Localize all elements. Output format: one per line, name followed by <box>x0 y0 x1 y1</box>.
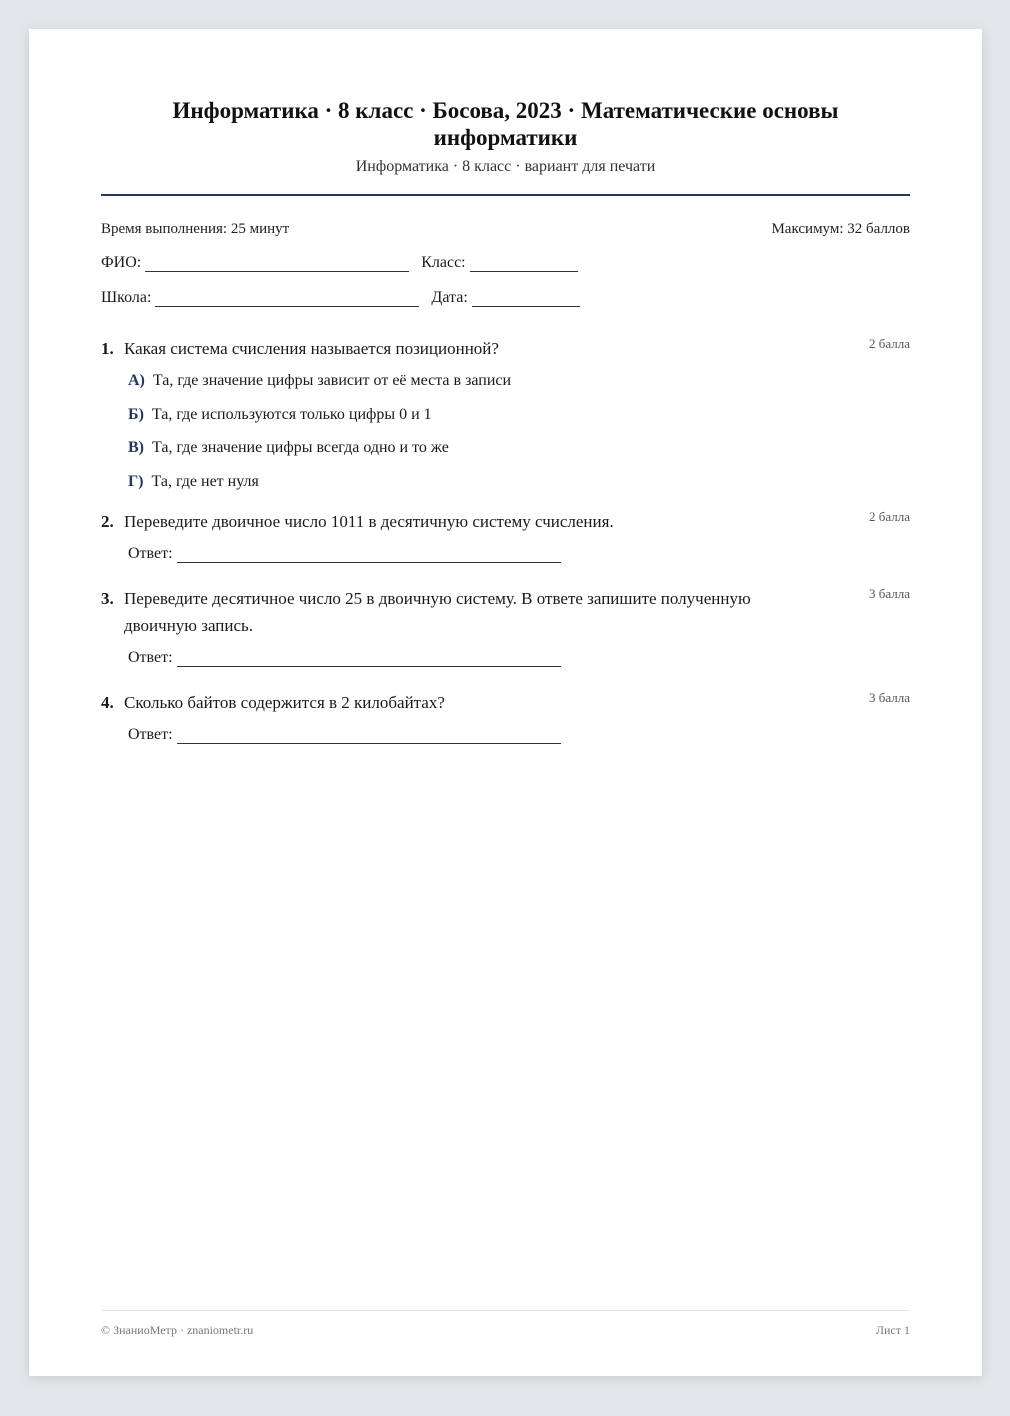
page-subtitle: Информатика · 8 класс · вариант для печати <box>355 158 656 175</box>
answer-field[interactable] <box>177 650 561 667</box>
class-label: Класс: <box>421 254 466 271</box>
footer-copyright: © ЗнаниоМетр · znaniometr.ru <box>101 1323 254 1337</box>
option-b[interactable] <box>128 405 910 425</box>
page-content <box>101 29 910 1376</box>
question-points: 3 балла <box>869 585 910 601</box>
answer-label: Ответ: <box>128 544 173 562</box>
question-2 <box>101 508 910 563</box>
school-date-row <box>101 289 910 307</box>
fio-field[interactable] <box>145 255 409 272</box>
option-v[interactable] <box>128 438 910 458</box>
class-field[interactable] <box>470 255 578 272</box>
meta-row <box>101 221 910 238</box>
question-number: 4. <box>101 692 114 712</box>
question-text: Переведите десятичное число 25 в двоичную систему. В ответе запишите полученную двоичную запись. <box>124 588 751 635</box>
answer-row <box>101 649 910 667</box>
max-score: Максимум: 32 баллов <box>771 221 910 237</box>
answer-field[interactable] <box>177 546 561 563</box>
answer-label: Ответ: <box>128 725 173 743</box>
time-limit: Время выполнения: 25 минут <box>101 221 290 237</box>
question-text: Сколько байтов содержится в 2 килобайтах? <box>124 692 445 712</box>
school-label: Школа: <box>101 289 152 306</box>
header-divider <box>101 194 910 196</box>
question-number: 2. <box>101 511 114 531</box>
question-points: 3 балла <box>869 689 910 705</box>
answer-row <box>101 545 910 563</box>
answer-row <box>101 726 910 744</box>
question-3 <box>101 585 910 667</box>
option-letter: Б) <box>128 405 144 423</box>
question-text: Какая система счисления называется позиционной? <box>124 339 499 358</box>
school-field[interactable] <box>155 290 419 307</box>
option-text: Та, где значение цифры всегда одно и то же <box>152 439 449 456</box>
question-number: 3. <box>101 588 114 608</box>
answer-options <box>101 371 910 492</box>
option-text: Та, где используются только цифры 0 и 1 <box>151 405 432 423</box>
date-field[interactable] <box>472 290 580 307</box>
answer-label: Ответ: <box>128 648 173 666</box>
page-footer <box>101 1310 910 1338</box>
question-points: 2 балла <box>869 508 910 524</box>
option-letter: Г) <box>128 472 144 490</box>
question-number: 1. <box>101 339 114 358</box>
questions-list <box>101 335 910 744</box>
option-letter: А) <box>128 372 145 389</box>
footer-page-number: Лист 1 <box>875 1323 910 1337</box>
worksheet-page <box>29 29 982 1376</box>
date-label: Дата: <box>431 289 468 306</box>
option-text: Та, где значение цифры зависит от её места в записи <box>152 372 512 389</box>
question-text: Переведите двоичное число 1011 в десятичную систему счисления. <box>124 511 614 531</box>
option-letter: В) <box>128 439 144 456</box>
question-4 <box>101 689 910 744</box>
answer-field[interactable] <box>177 727 561 744</box>
option-g[interactable] <box>128 472 910 492</box>
option-a[interactable] <box>128 371 910 391</box>
fio-class-row <box>101 254 910 272</box>
question-points: 2 балла <box>869 336 910 351</box>
option-text: Та, где нет нуля <box>151 472 259 490</box>
question-1 <box>101 335 910 492</box>
fio-label: ФИО: <box>101 254 142 271</box>
page-title: Информатика · 8 класс · Босова, 2023 · Математические основы информатики <box>172 98 839 150</box>
